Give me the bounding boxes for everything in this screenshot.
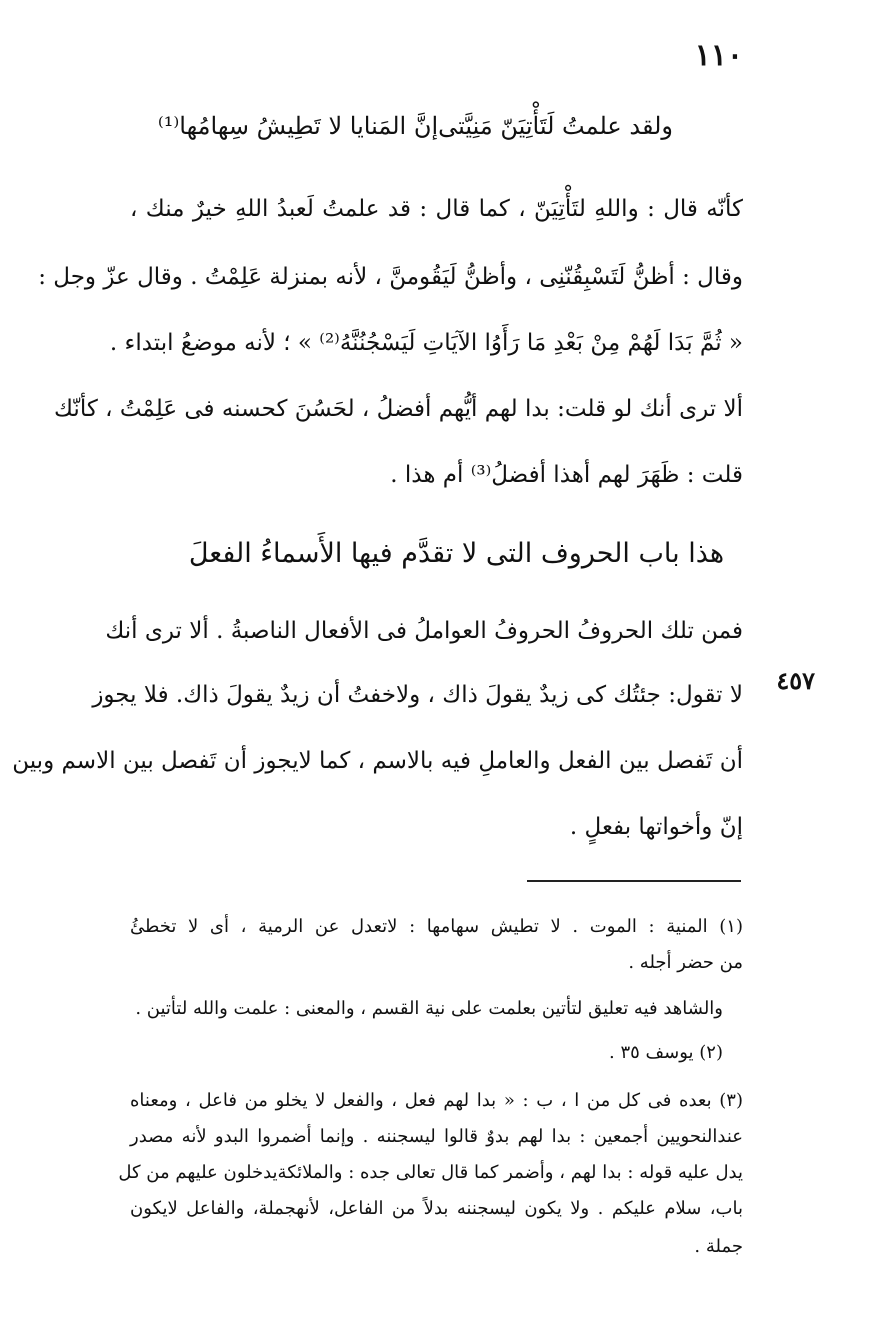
body-line: ألا ترى أنك لو قلت: بدا لهم أيُّهم أفضلُ ، لحَسُنَ كحسنه فى عَلِمْتُ ، كأنّك: [54, 396, 743, 422]
verse-hemistich-first: ولقد علمتُ لَتَأْتِيَنّ مَنِيَّتى: [438, 112, 673, 140]
section-line: أن تَفصل بين الفعل والعاملِ فيه بالاسم ، كما لايجوز أن تَفصل بين الاسم وبين: [12, 748, 743, 774]
footnote-line: يدل عليه قوله : بدا لهم ، وأضمر كما قال تعالى جده : والملائكةيدخلون عليهم من كل: [118, 1162, 743, 1183]
footnote-line: من حضر أجله .: [628, 952, 743, 973]
margin-number: ٤٥٧: [776, 666, 815, 695]
poem-verse: [157, 112, 673, 140]
body-line: كأنّه قال : واللهِ لتَأْتِيَنّ ، كما قال : قد علمتُ لَعبدُ اللهِ خيرٌ منك ،: [130, 196, 743, 222]
footnote-line: والشاهد فيه تعليق لتأتين بعلمت على نية القسم ، والمعنى : علمت والله لتأتين .: [135, 998, 723, 1019]
footnote-divider: [527, 880, 741, 882]
section-line: لا تقول: جئتُك كى زيدٌ يقولَ ذاك ، ولاخفتُ أن زيدٌ يقولَ ذاك. فلا يجوز: [92, 682, 743, 708]
footnote-line: (٢) يوسف ٣٥ .: [609, 1042, 723, 1063]
verse-hemistich-second: إنَّ المَنايا لا تَطِيشُ سِهامُها⁽¹⁾: [157, 112, 439, 140]
footnote-line: جملة .: [694, 1236, 743, 1257]
section-line: فمن تلك الحروفُ الحروفُ العواملُ فى الأفعال الناصبةُ . ألا ترى أنك: [105, 618, 743, 644]
section-heading: هذا باب الحروف التى لا تقدَّم فيها الأَسماءُ الفعلَ: [188, 538, 725, 569]
body-line: « ثُمَّ بَدَا لَهُمْ مِنْ بَعْدِ مَا رَأَوُا الآيَاتِ لَيَسْجُنُنَّهُ⁽²⁾ » ؛ لأنه موضعُ ابتداء .: [109, 330, 743, 356]
footnote-line: عندالنحويين أجمعين : بدا لهم بدوٌ قالوا ليسجننه . وإنما أضمروا البدو لأنه مصدر: [130, 1126, 743, 1147]
footnote-line: باب، سلام عليكم . ولا يكون ليسجننه بدلاً من الفاعل، لأنهجملة، والفاعل لايكون: [130, 1198, 743, 1219]
footnote-line: (١) المنية : الموت . لا تطيش سهامها : لاتعدل عن الرمية ، أى لا تخطئُ: [130, 916, 743, 937]
body-line: قلت : ظَهَرَ لهم أهذا أفضلُ⁽³⁾ أم هذا .: [390, 462, 743, 488]
body-line: وقال : أظنُّ لَتَسْبِقُنّنِى ، وأظنُّ لَيَقُومنَّ ، لأنه بمنزلة عَلِمْتُ . وقال عزّ وجل :: [38, 264, 743, 290]
section-line: إنّ وأخواتها بفعلٍ .: [569, 814, 743, 840]
page-number: ١١٠: [694, 38, 743, 73]
footnote-line: (٣) بعده فى كل من ا ، ب : « بدا لهم فعل ، والفعل لا يخلو من فاعل ، ومعناه: [130, 1090, 743, 1111]
